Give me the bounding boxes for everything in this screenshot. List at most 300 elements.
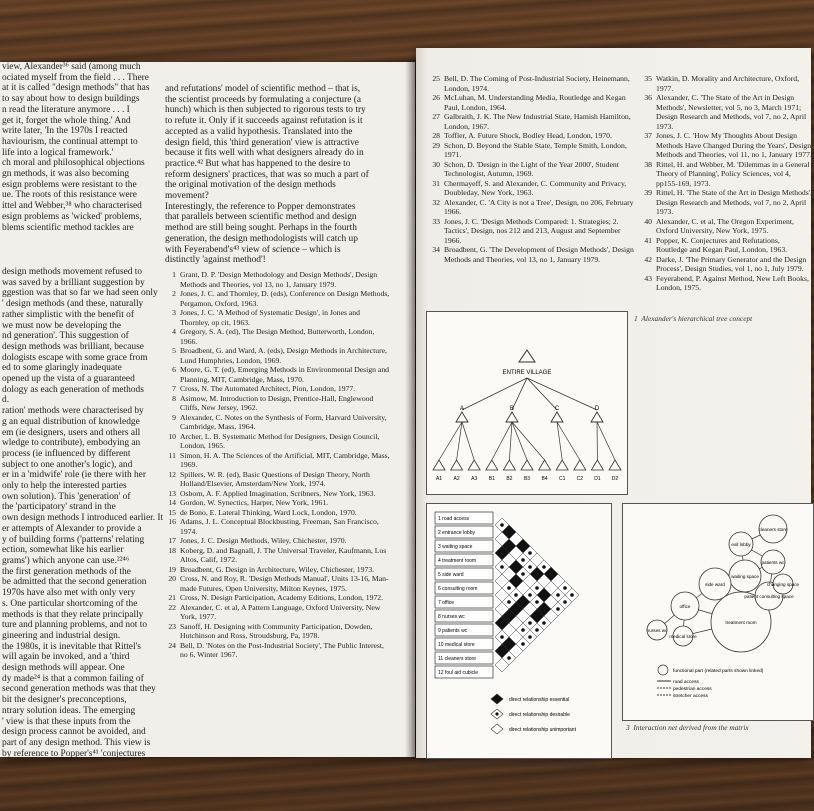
net-legend-label: road access — [673, 680, 699, 685]
reference-number: 35 — [644, 74, 652, 83]
reference-number: 38 — [644, 159, 652, 169]
text-line: generation, the design methodologists will catch up — [165, 233, 358, 244]
matrix-legend-symbol — [491, 724, 503, 734]
text-line: rather simplistic with the benefit of — [2, 309, 134, 320]
reference-text: Cross, N. The Automated Architect, Pion, London, 1977. — [180, 384, 356, 393]
reference-number: 3 — [172, 308, 176, 317]
net-legend-label: functional part (related parts shown linked) — [673, 669, 764, 674]
reference-number: 43 — [644, 273, 652, 283]
text-line: only to help the interested parties — [2, 481, 127, 492]
matrix-legend-symbol — [491, 694, 503, 704]
text-line: Interestingly, the reference to Popper demonstrates — [165, 201, 356, 212]
tree-mid-node — [591, 412, 603, 422]
tree-leaf-label: A1 — [435, 476, 443, 482]
reference-number: 8 — [172, 393, 176, 403]
matrix-row-label: 7 office — [438, 600, 455, 606]
matrix-cell-dot — [521, 558, 525, 562]
text-line: accepted as a valid hypothesis. Translated into the — [165, 126, 353, 137]
text-line: design process cannot be avoided, and — [2, 727, 146, 738]
tree-edge — [597, 422, 615, 460]
text-line: grams') which anyone can use.²²⁴⁶ — [2, 555, 130, 566]
reference-text: Sanoff, H. Designing with Community Participation, Dowden, Hutchinson and Ross, Stroudsburg, Pa, 1978. — [180, 621, 373, 640]
reference-item — [426, 74, 636, 93]
text-line: haviourism, the continual attempt to — [2, 136, 138, 147]
tree-leaf-node — [451, 460, 463, 470]
reference-number: 4 — [172, 327, 176, 336]
matrix-legend-label: direct relationship desirable — [509, 712, 570, 718]
col-a-main-text — [2, 267, 164, 759]
reference-text: Osborn, A. F. Applied Imagination, Scribners, New York, 1963. — [180, 488, 376, 498]
text-line: reform designers' practices, that was so much a part of — [165, 169, 369, 180]
tree-leaf-node — [521, 460, 533, 470]
text-line: and refutations' model of scientific method – that is, — [165, 84, 361, 94]
reference-item — [426, 160, 636, 179]
text-line: blems scientific method tackles are — [2, 222, 134, 233]
text-line: hunch) which is then subjected to rigorous tests to try — [165, 105, 366, 116]
reference-text: Rittel, H. 'The State of the Art in Design Methods', Design Research and Methods, vol 7, no 2, April 1973. — [656, 188, 813, 216]
net-legend-circle — [658, 665, 668, 675]
reference-number: 21 — [168, 593, 176, 602]
tree-root-label: ENTIRE VILLAGE — [502, 370, 552, 376]
tree-leaf-node — [468, 460, 480, 470]
matrix-row-label: 9 patients wc — [438, 628, 468, 634]
text-line: the scientist proceeds by formulating a conjecture (a — [165, 94, 362, 105]
tree-mid-node — [506, 412, 518, 422]
matrix-cell-dot — [500, 523, 504, 527]
reference-item — [162, 622, 390, 641]
reference-text: Adams, J. L. Conceptual Blockbusting, Freeman, San Francisco, 1974. — [180, 517, 379, 536]
reference-text: Gregory, S. A. (ed), The Design Method, Butterworth, London, 1966. — [180, 327, 375, 346]
reference-text: Alexander, C. et al, The Oregon Experiment, Oxford University, New York, 1975. — [656, 216, 794, 235]
figure-hierarchical-tree — [426, 311, 628, 495]
text-line: we must now be developing the — [2, 320, 121, 331]
text-line: gn methods, it was also becoming — [2, 169, 130, 180]
text-line: own design methods I introduced earlier. It — [2, 513, 164, 524]
text-line: to refute it. Only if it succeeds against refutation is it — [165, 116, 363, 127]
text-line: er in a 'midwife' role (ie there with her — [2, 470, 146, 481]
text-line: by reference to Popper's⁴¹ 'conjectures — [2, 748, 146, 759]
text-line: at it is called "design methods" that has — [2, 83, 150, 94]
reference-item — [162, 308, 390, 327]
matrix-cell-dot — [521, 642, 525, 646]
reference-number: 18 — [168, 545, 176, 555]
tree-edge — [462, 422, 474, 460]
text-line: er attempts of Alexander to provide a — [2, 523, 142, 534]
matrix-row-label: 2 entrance lobby — [438, 530, 475, 536]
reference-number: 2 — [172, 289, 176, 298]
reference-number: 30 — [432, 159, 440, 169]
net-legend-label: stretcher access — [673, 694, 708, 699]
reference-item — [426, 112, 636, 131]
tree-edge — [457, 422, 462, 460]
reference-item — [638, 160, 813, 189]
matrix-cell-dot — [528, 551, 532, 555]
matrix-legend-label: direct relationship essential — [509, 697, 570, 703]
reference-number: 23 — [168, 621, 176, 631]
reference-number: 20 — [168, 574, 176, 583]
matrix-cell-dot — [528, 621, 532, 625]
reference-number: 7 — [172, 384, 176, 393]
net-node-label: medical store — [669, 634, 697, 639]
reference-text: McLuhan, M. Understanding Media, Routledge and Kegan Paul, London, 1964. — [444, 93, 626, 112]
tree-leaf-label: B3 — [523, 476, 531, 482]
reference-number: 32 — [432, 197, 440, 207]
matrix-row-label: 1 road access — [438, 516, 470, 522]
reference-text: Alexander, C. 'The State of the Art in Design Methods', Newsletter, vol 5, no 3, March 1971; Design Research and Methods, vol 7, no 2, April 1973. — [656, 93, 807, 131]
reference-item — [426, 245, 636, 264]
reference-number: 13 — [168, 488, 176, 498]
tree-leaf-label: B1 — [488, 476, 495, 482]
interaction-matrix — [427, 504, 611, 758]
reference-item — [162, 432, 390, 451]
reference-text: Broadbent, G. 'The Development of Design Methods', Design Methods and Theories, vol 13, no 1, January 1979. — [444, 245, 634, 264]
text-line: ration' methods were characterised by — [2, 406, 144, 417]
reference-item — [638, 255, 813, 274]
tree-leaf-node — [433, 460, 445, 470]
reference-text: Jones, J. C. Design Methods, Wiley, Chichester, 1970. — [180, 536, 347, 545]
reference-number: 11 — [168, 450, 176, 460]
text-line: d. — [2, 395, 10, 406]
tree-mid-label: C — [554, 406, 560, 412]
text-line: ection, somewhat like his earlier — [2, 545, 124, 556]
reference-item — [162, 641, 390, 660]
tree-mid-label: D — [594, 406, 600, 412]
net-node-label: side ward — [705, 582, 725, 587]
text-line: design methods will appear. One — [2, 663, 125, 674]
matrix-cell-dot — [514, 593, 518, 597]
tree-leaf-label: A2 — [453, 476, 460, 482]
references-list-right-2 — [638, 74, 813, 293]
tree-leaf-node — [539, 460, 551, 470]
reference-text: Bell, D. 'Notes on the Post-Industrial Society', The Public Interest, no 6, Winter 1967. — [180, 640, 384, 659]
text-line: ed to some glaringly inadequate — [2, 363, 122, 374]
col-a-top-text — [2, 62, 154, 233]
matrix-cell-dot — [542, 565, 546, 569]
text-line: dology as each generation of methods — [2, 384, 144, 395]
tree-edge — [492, 422, 512, 460]
figure-interaction-matrix — [426, 503, 612, 759]
tree-edge — [509, 378, 527, 412]
reference-text: Jones, J. C. 'How My Thoughts About Design Methods Have Changed During the Years', Design Methods and Theories, vol 11, no 1, January 1977. — [656, 131, 812, 159]
tree-leaf-label: C1 — [558, 476, 566, 482]
text-line: the 'participatory' strand in the — [2, 502, 116, 513]
reference-number: 1 — [172, 270, 176, 279]
matrix-row-label: 12 foul aid cubicle — [438, 670, 479, 676]
reference-text: Darke, J. 'The Primary Generator and the Design Process', Design Studies, vol 1, no 1, July 1979. — [656, 254, 807, 273]
matrix-cell-dot — [521, 572, 525, 576]
reference-text: de Bono, E. Lateral Thinking, Ward Lock, London, 1970. — [180, 507, 357, 517]
reference-item — [638, 217, 813, 236]
reference-number: 24 — [168, 640, 176, 650]
reference-number: 28 — [432, 131, 440, 140]
text-line: the original motivation of the design methods — [165, 180, 336, 191]
figure-interaction-net — [622, 503, 814, 721]
text-line: dologists escape with some grace from — [2, 352, 148, 363]
text-line: the first generation methods of the — [2, 566, 131, 577]
reference-text: Archer, L. B. Systematic Method for Designers, Design Council, London, 1965. — [180, 431, 380, 450]
text-line: ture and planning problems, and not to — [2, 620, 148, 631]
text-line: bit the designer's preconceptions, — [2, 695, 127, 706]
net-node-label: cleaners store — [758, 527, 788, 532]
reference-number: 5 — [172, 346, 176, 355]
tree-leaf-node — [486, 460, 498, 470]
reference-text: Toffler, A. Future Shock, Bodley Head, London, 1970. — [444, 131, 612, 140]
text-line: em (ie designers, users and others all — [2, 427, 141, 438]
net-node-label: nurses wc — [646, 628, 668, 633]
matrix-cell-dot — [535, 628, 539, 632]
reference-text: Watkin, D. Morality and Architecture, Oxford, 1977. — [656, 74, 800, 93]
text-line: view, Alexander³⁶ said (among much — [2, 62, 141, 72]
reference-number: 36 — [644, 93, 652, 102]
reference-item — [638, 188, 813, 217]
reference-number: 19 — [168, 564, 176, 574]
reference-item — [162, 574, 390, 593]
reference-item — [162, 565, 390, 575]
tree-edge — [557, 422, 580, 460]
reference-item — [162, 517, 390, 536]
reference-item — [162, 451, 390, 470]
text-line: second generation methods was that they — [2, 684, 156, 695]
reference-text: Schon, D. 'Design in the Light of the Year 2000', Student Technologist, Autumn, 1969. — [444, 159, 619, 178]
reference-number: 41 — [644, 235, 652, 245]
figure-2-caption: 2 Interaction matrix for an architectural design problem — [428, 760, 597, 769]
reference-number: 15 — [168, 507, 176, 517]
tree-leaf-label: D2 — [611, 476, 619, 482]
figure-1-caption: 1 Alexander's hierarchical tree concept — [634, 314, 753, 323]
matrix-cell-dot — [535, 600, 539, 604]
reference-text: Galbraith, J. K. The New Industrial State, Hamish Hamilton, London, 1967. — [444, 112, 631, 131]
text-line: methods is that they relate principally — [2, 609, 144, 620]
reference-number: 29 — [432, 140, 440, 150]
reference-number: 27 — [432, 112, 440, 121]
reference-item — [638, 274, 813, 293]
tree-mid-label: B — [509, 406, 515, 412]
reference-item — [638, 131, 813, 160]
text-line: esign problems as 'wicked' problems, — [2, 211, 142, 222]
tree-edge — [527, 378, 557, 410]
reference-number: 14 — [168, 498, 176, 507]
reference-text: Spillers, W. R. (ed), Basic Questions of Design Theory, North Holland/Elsevier, Amsterdam/New York, 1974. — [180, 469, 370, 488]
tree-root-node — [519, 350, 535, 362]
reference-text: Gordon, W. Synectics, Harper, New York, 1961. — [180, 498, 329, 507]
reference-item — [638, 93, 813, 131]
tree-edge — [557, 422, 562, 460]
reference-number: 37 — [644, 131, 652, 140]
tree-edge — [527, 378, 597, 410]
reference-item — [638, 74, 813, 93]
reference-text: Feyerabend, P. Against Method, New Left Books, London, 1975. — [656, 273, 809, 292]
matrix-cell-dot — [556, 593, 560, 597]
matrix-row-label: 11 cleaners store — [438, 656, 476, 662]
reference-number: 10 — [168, 431, 176, 441]
reference-item — [162, 327, 390, 346]
matrix-cell-dot — [528, 635, 532, 639]
text-line: movement? — [165, 191, 209, 202]
reference-text: Koberg, D. and Bagnall, J. The Universal Traveler, Kaufmann, Los Altos, Calif, 1972. — [180, 545, 387, 564]
text-line: ntrary solution ideas. The emerging — [2, 705, 136, 716]
left-column-b-text — [165, 84, 388, 266]
text-line: because it fits well with what designers already do in — [165, 148, 364, 159]
tree-leaf-node — [574, 460, 586, 470]
text-line: gineering and industrial design. — [2, 630, 121, 641]
tree-edge — [512, 422, 545, 460]
right-page — [416, 48, 813, 769]
reference-text: Asimow, M. Introduction to Design, Prentice-Hall, Englewood Cliffs, New Jersey, 1962. — [180, 393, 374, 412]
net-node-label: patients wc — [761, 560, 785, 565]
text-line: n read the literature anymore . . . I — [2, 104, 130, 115]
reference-item — [426, 179, 636, 198]
reference-item — [162, 394, 390, 413]
tree-leaf-node — [591, 460, 603, 470]
tree-leaf-node — [503, 460, 515, 470]
text-line: process (ie influenced by different — [2, 448, 131, 459]
reference-item — [426, 217, 636, 246]
reference-text: Grant, D. P. 'Design Methodology and Design Methods', Design Methods and Theories, vol 13, no 1, January 1979. — [180, 270, 378, 289]
reference-text: Cross, N. and Roy, R. 'Design Methods Manual', Units 13-16, Man-made Futures, Open University, Milton Keynes, 1975. — [180, 574, 389, 593]
text-line: the 1980s, it is inevitable that Rittel's — [2, 641, 141, 652]
text-line: wledge to contribute), embodying an — [2, 438, 141, 449]
reference-item — [426, 93, 636, 112]
reference-text: Simon, H. A. The Sciences of the Artificial, MIT, Cambridge, Mass, 1969. — [180, 450, 390, 469]
text-line: opened up the vista of a guaranteed — [2, 374, 135, 385]
matrix-row-label: 3 waiting space — [438, 544, 473, 550]
text-line: was saved by a brilliant suggestion by — [2, 277, 145, 288]
text-line: will again be invoked, and a 'third — [2, 652, 130, 663]
text-line: with Feyerabend's⁴³ view of science – which is — [165, 244, 341, 255]
matrix-cell-dot — [570, 593, 574, 597]
reference-item — [162, 384, 390, 394]
reference-number: 9 — [172, 412, 176, 422]
text-line: ggestion was that so far we had seen only — [2, 288, 158, 299]
reference-item — [162, 546, 390, 565]
reference-number: 40 — [644, 216, 652, 226]
text-line: ' design methods (and these, naturally — [2, 299, 144, 310]
text-line: method are still being sought. Perhaps in the fourth — [165, 223, 357, 234]
net-node-label: changing space — [766, 582, 800, 587]
reference-item — [162, 603, 390, 622]
tree-mid-label: A — [459, 406, 465, 412]
tree-edge — [509, 422, 512, 460]
interaction-net — [623, 504, 813, 720]
reference-number: 17 — [168, 536, 176, 545]
reference-item — [162, 470, 390, 489]
matrix-cell-dot — [507, 600, 511, 604]
text-line: ' view is that these inputs from the — [2, 716, 131, 727]
reference-item — [162, 365, 390, 384]
net-legend-label: pedestrian access — [673, 687, 712, 692]
text-line: ue. The roots of this resistance were — [2, 190, 137, 201]
reference-item — [162, 270, 390, 289]
text-line: y of building forms ('patterns' relating — [2, 534, 145, 545]
text-line: own solution). This 'generation' of — [2, 491, 131, 502]
reference-text: Bell, D. The Coming of Post-Industrial Society, Heinemann, London, 1974. — [444, 74, 630, 93]
reference-number: 22 — [168, 602, 176, 612]
matrix-row-label: 8 nurses wc — [438, 614, 465, 620]
text-line: to say about how to design buildings — [2, 94, 140, 105]
text-line: design methods movement refused to — [2, 267, 143, 277]
reference-text: Rittel, H. and Webber, M. 'Dilemmas in a General Theory of Planning', Policy Sciences, vol 4, pp155-169, 1973. — [656, 159, 810, 188]
tree-edge — [459, 378, 527, 412]
reference-text: Alexander, C. et al, A Pattern Language, Oxford University, New York, 1977. — [180, 602, 381, 621]
reference-item — [162, 593, 390, 603]
matrix-cell-dot — [507, 656, 511, 660]
net-node-label: waiting space — [731, 574, 759, 579]
reference-text: Chermayeff, S. and Alexander, C. Community and Privacy, Doubleday, New York, 1963. — [444, 178, 627, 197]
reference-number: 42 — [644, 254, 652, 264]
reference-item — [162, 489, 390, 499]
reference-text: Broadbent, G. and Ward, A. (eds), Design Methods in Architecture, Lund Humphries, London, 1969. — [180, 346, 387, 365]
text-line: distinctly 'against method'! — [165, 255, 266, 266]
tree-mid-node — [551, 412, 563, 422]
text-line: ociated myself from the field . . . There — [2, 72, 149, 83]
tree-diagram — [427, 312, 627, 494]
matrix-cell-dot — [528, 593, 532, 597]
reference-text: Broadbent, G. Design in Architecture, Wiley, Chichester, 1973. — [180, 564, 375, 574]
matrix-cell-dot — [542, 621, 546, 625]
tree-leaf-node — [556, 460, 568, 470]
text-line: esign problems were resistant to the — [2, 179, 137, 190]
reference-text: Cross, N. Design Participation, Academy Editions, London, 1972. — [180, 593, 384, 602]
reference-item — [162, 536, 390, 546]
matrix-cell-dot — [500, 635, 504, 639]
text-line: write later, 'In the 1970s I reacted — [2, 126, 128, 137]
reference-text: Alexander, C. 'A City is not a Tree', Design, no 206, February 1966. — [444, 197, 634, 216]
matrix-row-label: 6 consulting room — [438, 586, 478, 592]
tree-edge — [439, 422, 462, 460]
matrix-cell-dot — [528, 565, 532, 569]
matrix-cell-dot — [556, 607, 560, 611]
text-line: ch moral and philosophical objections — [2, 158, 145, 169]
reference-text: Jones, J. C. 'Design Methods Compared: 1. Strategies; 2. Tactics', Design, nos 212 and 213, August and September 1966. — [444, 216, 621, 245]
reference-item — [162, 346, 390, 365]
reference-number: 16 — [168, 517, 176, 526]
tree-mid-node — [456, 412, 468, 422]
matrix-cell-dot — [500, 565, 504, 569]
reference-item — [162, 508, 390, 518]
reference-item — [426, 131, 636, 141]
references-list-right-1 — [426, 74, 636, 264]
text-line: 1970s have also met with only very — [2, 588, 136, 599]
net-node-label: patient consulting space — [744, 594, 794, 599]
reference-number: 6 — [172, 365, 176, 374]
matrix-row-label: 10 medical store — [438, 642, 475, 648]
reference-item — [162, 498, 390, 508]
matrix-cell-dot — [521, 628, 525, 632]
reference-text: Schon, D. Beyond the Stable State, Temple Smith, London, 1971. — [444, 140, 627, 159]
reference-item — [162, 413, 390, 432]
text-line: subject to one another's logic), and — [2, 459, 133, 470]
figure-3-caption: 3 Interaction net derived from the matrix — [626, 723, 749, 732]
reference-number: 33 — [432, 216, 440, 226]
reference-item — [162, 289, 390, 308]
text-line: be admitted that the second generation — [2, 577, 147, 588]
matrix-cell-dot — [563, 586, 567, 590]
net-node-label: exit lobby — [731, 542, 751, 547]
reference-item — [426, 198, 636, 217]
net-node-label: treatment room — [725, 620, 757, 625]
reference-item — [426, 141, 636, 160]
reference-number: 25 — [432, 74, 440, 83]
tree-leaf-label: C2 — [576, 476, 584, 482]
reference-text: Moore, G. T. (ed), Emerging Methods in Environmental Design and Planning, MIT, Cambridge, Mass, 1970. — [180, 365, 390, 384]
text-line: ittel and Webber,³⁸ who characterised — [2, 201, 142, 212]
net-node-label: office — [679, 604, 691, 609]
text-line: practice.⁴² But what has happened to the desire to — [165, 158, 351, 169]
reference-number: 26 — [432, 93, 440, 102]
reference-number: 31 — [432, 178, 440, 188]
text-line: life into a logical framework.' — [2, 147, 114, 158]
reference-text: Popper, K. Conjectures and Refutations, Routledge and Kegan Paul, London, 1963. — [656, 235, 788, 254]
